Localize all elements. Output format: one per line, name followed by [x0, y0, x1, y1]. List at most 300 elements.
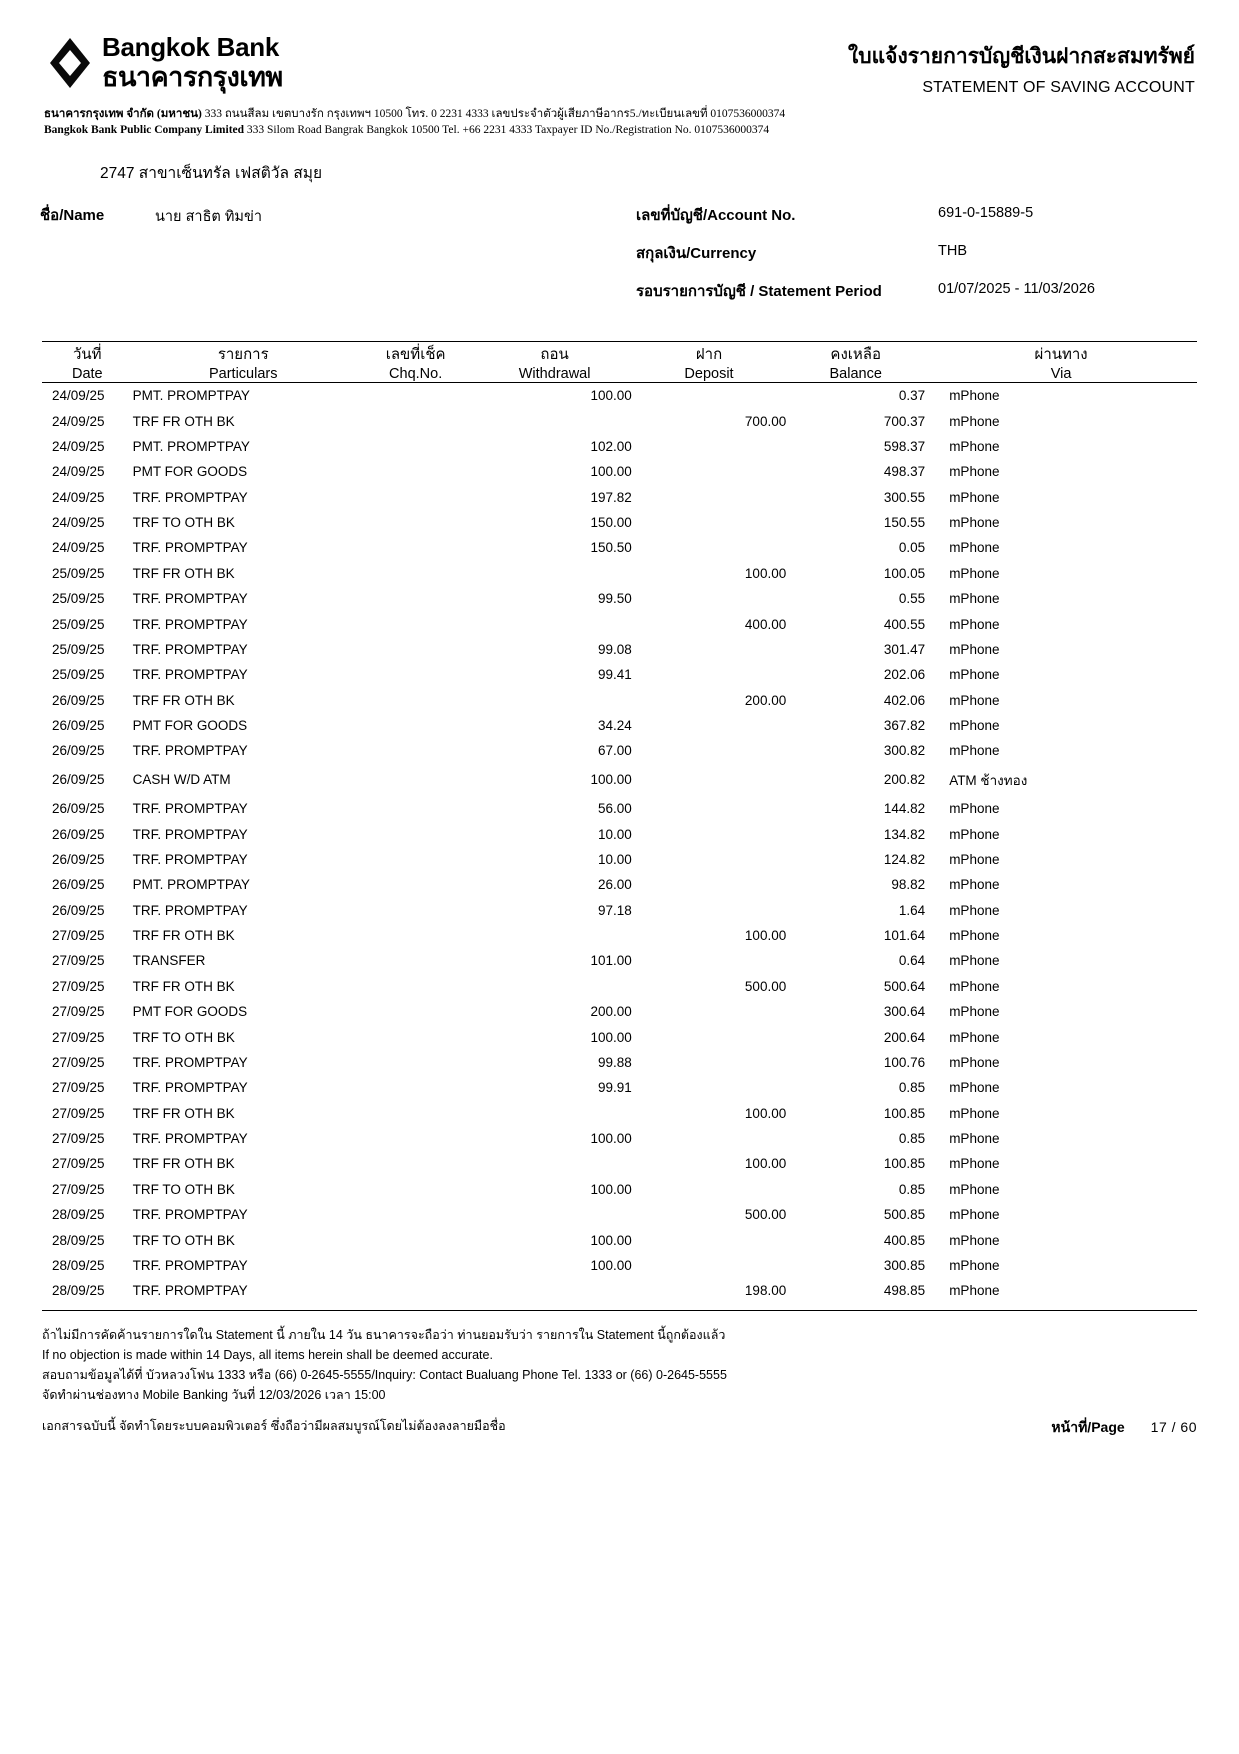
cell-balance: 200.64	[883, 1029, 926, 1045]
cell-date: 28/09/25	[52, 1283, 105, 1299]
cell-date: 24/09/25	[52, 388, 105, 404]
cell-date: 26/09/25	[52, 692, 105, 708]
document-title-th: ใบแจ้งรายการบัญชีเงินฝากสะสมทรัพย์	[848, 45, 1195, 68]
cell-deposit	[632, 898, 786, 923]
currency-value: THB	[938, 243, 967, 260]
cell-chq-no	[354, 999, 478, 1024]
cell-date: 25/09/25	[52, 641, 105, 657]
cell-particulars: PMT FOR GOODS	[132, 1004, 248, 1020]
cell-deposit	[632, 434, 786, 459]
cell-withdrawal: 99.50	[598, 591, 632, 607]
branch-name: 2747 สาขาเซ็นทรัล เฟสติวัล สมุย	[100, 165, 323, 183]
cell-deposit	[632, 459, 786, 484]
cell-via: mPhone	[949, 1029, 1000, 1045]
cell-via: mPhone	[949, 1207, 1000, 1223]
currency-label: สกุลเงิน/Currency	[636, 245, 757, 263]
table-row	[42, 1024, 1197, 1049]
cell-withdrawal: 100.00	[590, 1257, 632, 1273]
table-row	[42, 713, 1197, 738]
cell-particulars: TRF. PROMPTPAY	[132, 801, 248, 817]
cell-withdrawal	[477, 611, 631, 636]
col-header-chq-en: Chq.No.	[389, 366, 443, 383]
cell-chq-no	[354, 738, 478, 763]
cell-balance: 144.82	[883, 801, 926, 817]
cell-withdrawal: 56.00	[598, 801, 632, 817]
col-header-withdrawal-th: ถอน	[540, 346, 569, 364]
table-row	[42, 948, 1197, 973]
col-header-deposit-th: ฝาก	[695, 346, 723, 364]
cell-particulars: TRF. PROMPTPAY	[132, 616, 248, 632]
cell-via: ATM ช้างทอง	[949, 772, 1028, 788]
cell-via: mPhone	[949, 1054, 1000, 1070]
cell-deposit	[632, 383, 786, 409]
cell-deposit: 100.00	[744, 1156, 787, 1172]
cell-balance: 0.55	[898, 591, 926, 607]
cell-particulars: TRF FR OTH BK	[132, 692, 235, 708]
table-row	[42, 898, 1197, 923]
footer-bottom	[42, 1416, 1197, 1446]
cell-deposit	[632, 510, 786, 535]
table-row	[42, 1227, 1197, 1252]
header-row-en	[42, 366, 1197, 382]
cell-via: mPhone	[949, 953, 1000, 969]
cell-balance: 300.55	[883, 489, 926, 505]
cell-via: mPhone	[949, 667, 1000, 683]
cell-withdrawal: 100.00	[590, 464, 632, 480]
cell-balance: 100.85	[883, 1156, 926, 1172]
cell-withdrawal	[477, 1202, 631, 1227]
cell-balance: 134.82	[883, 826, 926, 842]
account-info-right	[636, 203, 1196, 317]
col-header-particulars-en: Particulars	[208, 366, 278, 383]
cell-date: 27/09/25	[52, 1004, 105, 1020]
cell-withdrawal	[477, 923, 631, 948]
cell-via: mPhone	[949, 928, 1000, 944]
cell-particulars: TRF. PROMPTPAY	[132, 851, 248, 867]
cell-balance: 300.85	[883, 1257, 926, 1273]
cell-withdrawal: 100.00	[590, 1181, 632, 1197]
cell-via: mPhone	[949, 692, 1000, 708]
table-row	[42, 1075, 1197, 1100]
cell-date: 24/09/25	[52, 489, 105, 505]
cell-withdrawal: 67.00	[598, 743, 632, 759]
cell-particulars: TRF. PROMPTPAY	[132, 1283, 248, 1299]
cell-via: mPhone	[949, 515, 1000, 531]
cell-date: 27/09/25	[52, 1105, 105, 1121]
col-header-particulars-th: รายการ	[217, 346, 269, 364]
cell-date: 27/09/25	[52, 953, 105, 969]
cell-withdrawal: 100.00	[590, 388, 632, 404]
cell-date: 25/09/25	[52, 616, 105, 632]
cell-chq-no	[354, 1202, 478, 1227]
cell-particulars: PMT FOR GOODS	[132, 718, 248, 734]
table-row	[42, 974, 1197, 999]
cell-withdrawal: 200.00	[590, 1004, 632, 1020]
table-row	[42, 1278, 1197, 1303]
cell-via: mPhone	[949, 902, 1000, 918]
cell-via: mPhone	[949, 1105, 1000, 1121]
account-no-value: 691-0-15889-5	[938, 205, 1034, 222]
cell-deposit	[632, 764, 786, 796]
cell-withdrawal: 99.88	[598, 1054, 632, 1070]
cell-chq-no	[354, 561, 478, 586]
cell-date: 26/09/25	[52, 772, 105, 788]
cell-chq-no	[354, 764, 478, 796]
cell-chq-no	[354, 713, 478, 738]
bank-brand	[44, 34, 283, 91]
cell-deposit: 100.00	[744, 565, 787, 581]
col-header-via-en: Via	[1050, 366, 1072, 383]
cell-deposit	[632, 948, 786, 973]
cell-particulars: TRF. PROMPTPAY	[132, 743, 248, 759]
cell-chq-no	[354, 688, 478, 713]
bank-name-th: ธนาคารกรุงเทพ	[102, 62, 283, 92]
table-row	[42, 688, 1197, 713]
cell-particulars: TRF TO OTH BK	[132, 1181, 235, 1197]
cell-balance: 700.37	[883, 413, 926, 429]
cell-via: mPhone	[949, 1131, 1000, 1147]
cell-chq-no	[354, 535, 478, 560]
cell-particulars: TRF. PROMPTPAY	[132, 902, 248, 918]
cell-balance: 1.64	[898, 902, 926, 918]
cell-via: mPhone	[949, 464, 1000, 480]
table-row	[42, 999, 1197, 1024]
table-row	[42, 561, 1197, 586]
cell-deposit	[632, 1024, 786, 1049]
cell-date: 26/09/25	[52, 877, 105, 893]
cell-via: mPhone	[949, 978, 1000, 994]
cell-balance: 98.82	[891, 877, 926, 893]
cell-balance: 300.82	[883, 743, 926, 759]
table-row	[42, 1202, 1197, 1227]
cell-chq-no	[354, 408, 478, 433]
cell-via: mPhone	[949, 489, 1000, 505]
cell-chq-no	[354, 1101, 478, 1126]
cell-deposit	[632, 796, 786, 821]
cell-chq-no	[354, 1278, 478, 1303]
col-header-chq-th: เลขที่เช็ค	[385, 346, 446, 364]
cell-deposit: 500.00	[744, 1207, 787, 1223]
cell-via: mPhone	[949, 1181, 1000, 1197]
cell-particulars: TRF FR OTH BK	[132, 928, 235, 944]
cell-chq-no	[354, 1024, 478, 1049]
cell-particulars: TRF. PROMPTPAY	[132, 1257, 248, 1273]
col-header-withdrawal-en: Withdrawal	[518, 366, 591, 383]
cell-particulars: TRF FR OTH BK	[132, 978, 235, 994]
cell-chq-no	[354, 1177, 478, 1202]
table-row	[42, 1151, 1197, 1176]
cell-date: 28/09/25	[52, 1232, 105, 1248]
cell-deposit	[632, 662, 786, 687]
transactions-table	[42, 341, 1197, 1304]
cell-balance: 100.76	[883, 1054, 926, 1070]
cell-deposit	[632, 485, 786, 510]
cell-via: mPhone	[949, 1004, 1000, 1020]
cell-deposit	[632, 847, 786, 872]
bank-name-en: Bangkok Bank	[102, 32, 280, 62]
cell-via: mPhone	[949, 851, 1000, 867]
cell-deposit: 198.00	[744, 1283, 787, 1299]
table-row	[42, 738, 1197, 763]
table-row	[42, 485, 1197, 510]
header-row-th	[42, 342, 1197, 366]
cell-balance: 0.85	[898, 1181, 926, 1197]
col-header-balance-en: Balance	[829, 366, 882, 383]
cell-date: 26/09/25	[52, 902, 105, 918]
footer-line-en: If no objection is made within 14 Days, all items herein shall be deemed accurate.	[42, 1347, 493, 1362]
table-row	[42, 872, 1197, 897]
cell-deposit: 400.00	[744, 616, 787, 632]
cell-particulars: TRF TO OTH BK	[132, 1029, 235, 1045]
table-row	[42, 923, 1197, 948]
cell-withdrawal: 100.00	[590, 772, 632, 788]
cell-balance: 500.85	[883, 1207, 926, 1223]
cell-withdrawal: 97.18	[598, 902, 632, 918]
cell-balance: 100.85	[883, 1105, 926, 1121]
cell-withdrawal: 10.00	[598, 851, 632, 867]
col-header-balance-th: คงเหลือ	[830, 346, 881, 364]
col-header-via-th: ผ่านทาง	[1034, 346, 1088, 364]
cell-particulars: PMT. PROMPTPAY	[132, 877, 250, 893]
cell-deposit	[632, 1177, 786, 1202]
cell-particulars: TRF. PROMPTPAY	[132, 591, 248, 607]
cell-via: mPhone	[949, 877, 1000, 893]
cell-particulars: TRF. PROMPTPAY	[132, 489, 248, 505]
table-bottom-rule	[42, 1310, 1197, 1311]
table-row	[42, 1177, 1197, 1202]
cell-balance: 0.85	[898, 1131, 926, 1147]
cell-balance: 202.06	[883, 667, 926, 683]
table-row	[42, 821, 1197, 846]
cell-via: mPhone	[949, 616, 1000, 632]
cell-balance: 402.06	[883, 692, 926, 708]
cell-date: 27/09/25	[52, 1131, 105, 1147]
cell-particulars: TRANSFER	[132, 953, 206, 969]
cell-balance: 300.64	[883, 1004, 926, 1020]
cell-withdrawal: 197.82	[590, 489, 632, 505]
cell-via: mPhone	[949, 591, 1000, 607]
cell-chq-no	[354, 1151, 478, 1176]
cell-chq-no	[354, 383, 478, 409]
cell-withdrawal	[477, 408, 631, 433]
cell-particulars: TRF. PROMPTPAY	[132, 1054, 248, 1070]
cell-chq-no	[354, 872, 478, 897]
cell-via: mPhone	[949, 1232, 1000, 1248]
table-row	[42, 434, 1197, 459]
cell-chq-no	[354, 485, 478, 510]
cell-withdrawal: 100.00	[590, 1131, 632, 1147]
account-no-label: เลขที่บัญชี/Account No.	[636, 207, 796, 225]
cell-deposit: 500.00	[744, 978, 787, 994]
cell-withdrawal: 26.00	[598, 877, 632, 893]
cell-via: mPhone	[949, 1156, 1000, 1172]
cell-particulars: CASH W/D ATM	[132, 772, 231, 788]
cell-via: mPhone	[949, 388, 1000, 404]
cell-via: mPhone	[949, 1080, 1000, 1096]
page-value: 17 / 60	[1150, 1418, 1197, 1435]
cell-particulars: TRF FR OTH BK	[132, 565, 235, 581]
cell-date: 27/09/25	[52, 1080, 105, 1096]
table-row	[42, 1126, 1197, 1151]
page-number-block	[1051, 1416, 1197, 1439]
cell-deposit: 200.00	[744, 692, 787, 708]
cell-chq-no	[354, 796, 478, 821]
table-head	[42, 342, 1197, 383]
currency-row	[636, 241, 1196, 279]
table-row	[42, 847, 1197, 872]
cell-deposit	[632, 1075, 786, 1100]
document-footer	[42, 1325, 1197, 1446]
bank-name-block	[102, 34, 283, 91]
cell-balance: 0.85	[898, 1080, 926, 1096]
cell-balance: 124.82	[883, 851, 926, 867]
legal-en-address: 333 Silom Road Bangrak Bangkok 10500 Tel. +66 2231 4333 Taxpayer ID No./Registration No. 0107536000374	[244, 123, 770, 136]
table-row	[42, 459, 1197, 484]
table-row	[42, 611, 1197, 636]
cell-via: mPhone	[949, 540, 1000, 556]
cell-chq-no	[354, 434, 478, 459]
cell-deposit	[632, 1227, 786, 1252]
cell-particulars: TRF. PROMPTPAY	[132, 826, 248, 842]
cell-chq-no	[354, 637, 478, 662]
document-title-en: STATEMENT OF SAVING ACCOUNT	[922, 79, 1195, 96]
cell-deposit	[632, 872, 786, 897]
cell-deposit	[632, 821, 786, 846]
cell-date: 24/09/25	[52, 464, 105, 480]
cell-deposit	[632, 637, 786, 662]
statement-period-row	[636, 279, 1196, 317]
cell-withdrawal	[477, 974, 631, 999]
cell-chq-no	[354, 974, 478, 999]
cell-chq-no	[354, 1050, 478, 1075]
cell-withdrawal: 34.24	[598, 718, 632, 734]
cell-balance: 0.37	[898, 388, 926, 404]
table-row	[42, 637, 1197, 662]
cell-via: mPhone	[949, 743, 1000, 759]
cell-balance: 150.55	[883, 515, 926, 531]
cell-deposit	[632, 586, 786, 611]
cell-deposit	[632, 1126, 786, 1151]
table-row	[42, 796, 1197, 821]
cell-via: mPhone	[949, 801, 1000, 817]
cell-deposit	[632, 713, 786, 738]
cell-balance: 498.85	[883, 1283, 926, 1299]
bangkok-bank-logo-icon	[48, 36, 92, 90]
cell-via: mPhone	[949, 1283, 1000, 1299]
cell-date: 28/09/25	[52, 1207, 105, 1223]
cell-date: 24/09/25	[52, 438, 105, 454]
cell-via: mPhone	[949, 438, 1000, 454]
page-label: หน้าที่/Page	[1051, 1418, 1125, 1435]
cell-date: 26/09/25	[52, 851, 105, 867]
cell-withdrawal: 101.00	[590, 953, 632, 969]
cell-via: mPhone	[949, 413, 1000, 429]
cell-date: 25/09/25	[52, 565, 105, 581]
cell-chq-no	[354, 1253, 478, 1278]
cell-date: 27/09/25	[52, 928, 105, 944]
cell-via: mPhone	[949, 826, 1000, 842]
cell-chq-no	[354, 923, 478, 948]
cell-chq-no	[354, 948, 478, 973]
legal-th-company: ธนาคารกรุงเทพ จำกัด (มหาชน)	[44, 108, 202, 120]
cell-via: mPhone	[949, 718, 1000, 734]
cell-withdrawal	[477, 1278, 631, 1303]
legal-th-address: 333 ถนนสีลม เขตบางรัก กรุงเทพฯ 10500 โทร. 0 2231 4333 เลขประจำตัวผู้เสียภาษีอากร5./ทะเบียนเลขที่ 0107536000374	[201, 108, 786, 120]
cell-deposit: 700.00	[744, 413, 787, 429]
table-row	[42, 535, 1197, 560]
footer-disclaimer: เอกสารฉบับนี้ จัดทำโดยระบบคอมพิวเตอร์ ซึ่งถือว่ามีผลสมบูรณ์โดยไม่ต้องลงลายมือชื่อ	[42, 1418, 506, 1433]
cell-particulars: TRF FR OTH BK	[132, 1105, 235, 1121]
name-value: นาย สาธิต ทิมข่า	[155, 209, 263, 226]
cell-date: 24/09/25	[52, 515, 105, 531]
legal-en-company: Bangkok Bank Public Company Limited	[44, 123, 245, 136]
cell-date: 27/09/25	[52, 1054, 105, 1070]
transactions-table-wrap	[42, 341, 1197, 1304]
cell-deposit	[632, 1050, 786, 1075]
cell-particulars: PMT. PROMPTPAY	[132, 388, 250, 404]
cell-chq-no	[354, 821, 478, 846]
cell-particulars: PMT FOR GOODS	[132, 464, 248, 480]
cell-particulars: TRF. PROMPTPAY	[132, 1131, 248, 1147]
cell-date: 24/09/25	[52, 413, 105, 429]
cell-date: 26/09/25	[52, 801, 105, 817]
cell-withdrawal	[477, 1101, 631, 1126]
cell-balance: 400.55	[883, 616, 926, 632]
cell-particulars: TRF FR OTH BK	[132, 413, 235, 429]
cell-chq-no	[354, 847, 478, 872]
cell-particulars: TRF. PROMPTPAY	[132, 667, 248, 683]
account-no-row	[636, 203, 1196, 241]
cell-balance: 367.82	[883, 718, 926, 734]
cell-withdrawal: 99.08	[598, 641, 632, 657]
cell-balance: 598.37	[883, 438, 926, 454]
col-header-deposit-en: Deposit	[684, 366, 734, 383]
cell-balance: 498.37	[883, 464, 926, 480]
cell-chq-no	[354, 510, 478, 535]
cell-withdrawal	[477, 1151, 631, 1176]
cell-balance: 0.05	[898, 540, 926, 556]
cell-withdrawal: 150.50	[590, 540, 632, 556]
cell-withdrawal: 99.91	[598, 1080, 632, 1096]
document-title-block	[848, 34, 1195, 97]
name-label: ชื่อ/Name	[40, 207, 105, 225]
cell-particulars: TRF. PROMPTPAY	[132, 540, 248, 556]
cell-balance: 301.47	[883, 641, 926, 657]
statement-period-value: 01/07/2025 - 11/03/2026	[938, 281, 1095, 298]
cell-via: mPhone	[949, 565, 1000, 581]
cell-withdrawal: 10.00	[598, 826, 632, 842]
cell-withdrawal: 100.00	[590, 1029, 632, 1045]
cell-chq-no	[354, 586, 478, 611]
cell-chq-no	[354, 662, 478, 687]
cell-date: 25/09/25	[52, 667, 105, 683]
cell-particulars: PMT. PROMPTPAY	[132, 438, 250, 454]
cell-particulars: TRF TO OTH BK	[132, 1232, 235, 1248]
cell-balance: 200.82	[883, 772, 926, 788]
cell-date: 27/09/25	[52, 978, 105, 994]
table-row	[42, 1050, 1197, 1075]
cell-withdrawal	[477, 688, 631, 713]
statement-period-label: รอบรายการบัญชี / Statement Period	[636, 283, 882, 301]
cell-balance: 101.64	[883, 928, 926, 944]
cell-chq-no	[354, 1075, 478, 1100]
document-header	[0, 0, 1239, 97]
cell-withdrawal: 150.00	[590, 515, 632, 531]
cell-particulars: TRF TO OTH BK	[132, 515, 235, 531]
cell-chq-no	[354, 611, 478, 636]
cell-date: 26/09/25	[52, 743, 105, 759]
cell-particulars: TRF. PROMPTPAY	[132, 641, 248, 657]
